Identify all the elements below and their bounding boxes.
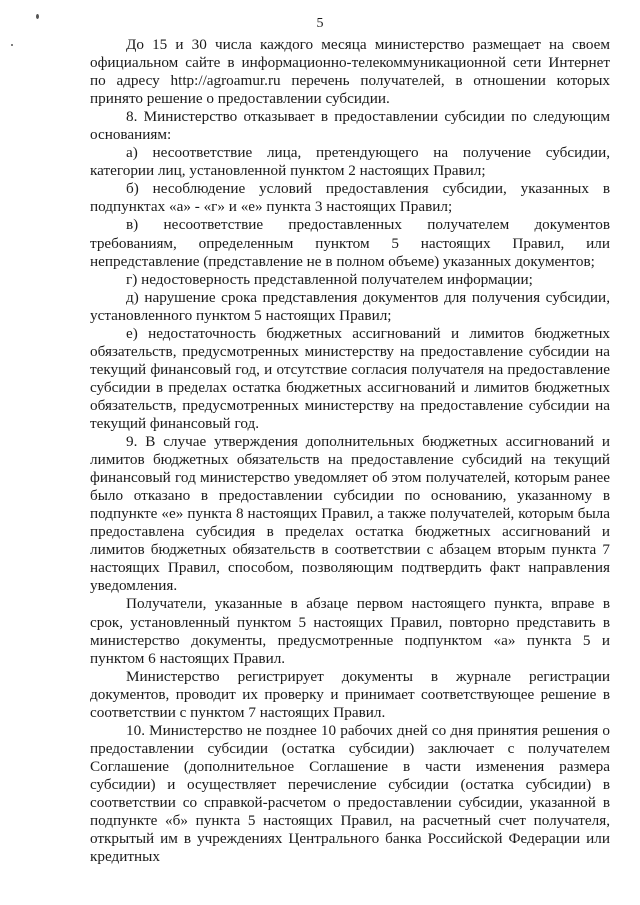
page-number: 5 [316, 16, 324, 31]
paragraph-8-item-v: в) несоответствие предоставленных получателем документов требованиям, определенным пунктом 5 настоящих Правил, или непредставление (представление не в полном объеме) указанных документов; [90, 216, 610, 270]
document-body [90, 36, 610, 866]
paragraph-8-item-b: б) несоблюдение условий предоставления субсидии, указанных в подпунктах «а» - «г» и «е» пункта 3 настоящих Правил; [90, 180, 610, 216]
paragraph-8-refusal-grounds: 8. Министерство отказывает в предоставлении субсидии по следующим основаниям: [90, 108, 610, 144]
paragraph-publication-notice: До 15 и 30 числа каждого месяца министерство размещает на своем официальном сайте в информационно-телекоммуникационной сети Интернет по адресу http://agroamur.ru перечень получателей, в отношении которых принято решение о предоставлении субсидии. [90, 36, 610, 108]
paragraph-10: 10. Министерство не позднее 10 рабочих дней со дня принятия решения о предоставлении субсидии (остатка субсидии) заключает с получателем Соглашение (дополнительное Соглашение в части изменения размера субсидии) и осуществляет перечисление субсидии (остатка субсидии) в соответствии со справкой-расчетом о предоставлении субсидии, указанной в подпункте «б» пункта 5 настоящих Правил, на расчетный счет получателя, открытый им в учреждениях Центрального банка Российской Федерации или кредитных [90, 721, 610, 866]
paragraph-8-item-d: д) нарушение срока представления документов для получения субсидии, установленного пунктом 5 настоящих Правил; [90, 288, 610, 324]
paragraph-8-item-e: е) недостаточность бюджетных ассигнований и лимитов бюджетных обязательств, предусмотренных министерству на предоставление субсидии на текущий финансовый год, и отсутствие согласия получателя на предоставление субсидии в пределах остатка бюджетных ассигнований и лимитов бюджетных обязательств, предусмотренных министерству на предоставление субсидии на текущий финансовый год. [90, 324, 610, 432]
paragraph-8-item-a: а) несоответствие лица, претендующего на получение субсидии, категории лиц, установленной пунктом 2 настоящих Правил; [90, 144, 610, 180]
paragraph-8-item-g: г) недостоверность представленной получателем информации; [126, 270, 533, 288]
paragraph-9-registration: Министерство регистрирует документы в журнале регистрации документов, проводит их проверку и принимает соответствующее решение в соответствии с пунктом 7 настоящих Правил. [90, 667, 610, 721]
scan-speck [11, 44, 13, 46]
paragraph-9-recipients: Получатели, указанные в абзаце первом настоящего пункта, вправе в срок, установленный пунктом 5 настоящих Правил, повторно представить в министерство документы, предусмотренные подпунктом «а» пункта 5 и пунктом 6 настоящих Правил. [90, 595, 610, 667]
paragraph-9: 9. В случае утверждения дополнительных бюджетных ассигнований и лимитов бюджетных обязательств на предоставление субсидий на текущий финансовый год министерство уведомляет об этом получателей, которым ранее было отказано в предоставлении субсидии по основанию, указанному в подпункте «е» пункта 8 настоящих Правил, а также получателей, которым была предоставлена субсидия в пределах остатка бюджетных ассигнований и лимитов бюджетных обязательств в соответствии с абзацем вторым пункта 7 настоящих Правил, способом, позволяющим подтвердить факт направления уведомления. [90, 433, 610, 595]
